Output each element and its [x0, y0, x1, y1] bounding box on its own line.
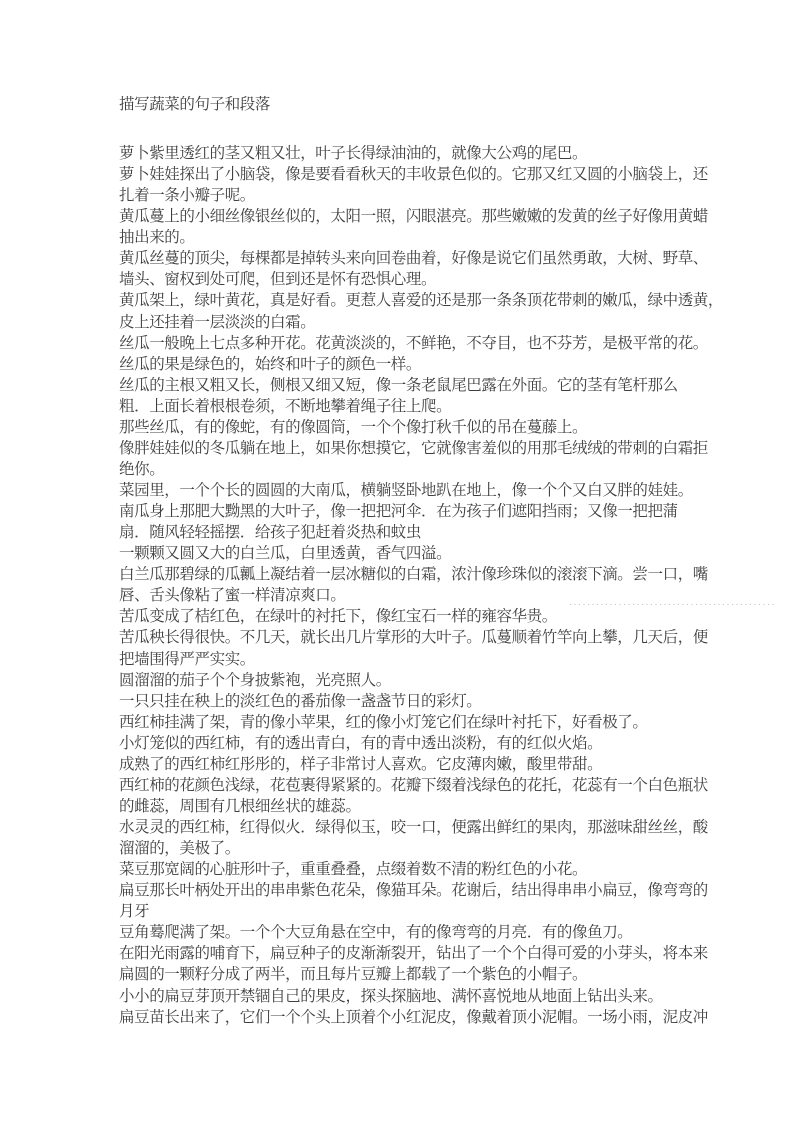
text-line: 萝卜紫里透红的茎又粗又壮，叶子长得绿油油的，就像大公鸡的尾巴。 — [119, 145, 588, 162]
text-line: 苦瓜秧长得很快。不几天，就长出几片掌形的大叶子。瓜蔓顺着竹竿向上攀，几天后，便 — [119, 629, 708, 647]
text-line: 溜溜的，美极了。 — [119, 840, 240, 858]
text-line: 粗．上面长着根根卷须，不断地攀着绳子往上爬。 — [119, 397, 452, 415]
text-line: 那些丝瓜，有的像蛇，有的像圆筒，一个个像打秋千似的吊在蔓藤上。 — [119, 418, 588, 436]
text-line: 月牙 — [119, 903, 150, 921]
text-line: 豆角蓦爬满了架。一个个大豆角悬在空中，有的像弯弯的月亮．有的像鱼刀。 — [119, 924, 633, 942]
text-line: 墙头、窗权到处可爬，但到还是怀有恐惧心理。 — [119, 271, 437, 289]
text-line: 像胖娃娃似的冬瓜躺在地上，如果你想摸它，它就像害羞似的用那毛绒绒的带刺的白霜拒 — [119, 439, 708, 457]
text-line: 小小的扁豆芽顶开禁锢自己的果皮，探头探脑地、满怀喜悦地从地面上钻出头来。 — [119, 987, 663, 1005]
text-line: 西红柿的花颜色浅绿，花苞裹得紧紧的。花瓣下缀着浅绿色的花托，花蕊有一个白色瓶状 — [119, 776, 708, 794]
text-line: 圆溜溜的茄子个个身披紫袍，光亮照人。 — [119, 671, 391, 689]
text-line: 扁圆的一颗籽分成了两半，而且每片豆瓣上都载了一个紫色的小帽子。 — [119, 966, 588, 984]
text-line: 苦瓜变成了桔红色，在绿叶的衬托下，像红宝石一样的雍容华贵。 — [119, 608, 557, 626]
text-line: 菜园里，一个个长的圆圆的大南瓜，横躺竖卧地趴在地上，像一个个又白又胖的娃娃。 — [119, 482, 693, 499]
text-line: 皮上还挂着一层淡淡的白霜。 — [119, 313, 316, 331]
text-line: 萝卜娃娃探出了小脑袋，像是要看看秋天的丰收景色似的。它那又红又圆的小脑袋上，还 — [119, 166, 708, 184]
text-line: 一颗颗又圆又大的白兰瓜，白里透黄，香气四溢。 — [119, 545, 452, 563]
document-title: 描写蔬菜的句子和段落 — [119, 96, 271, 113]
text-line: 黄瓜架上，绿叶黄花，真是好看。更惹人喜爱的还是那一条条顶花带刺的嫩瓜，绿中透黄， — [119, 292, 724, 310]
text-line: 抽出来的。 — [119, 229, 195, 247]
text-line: 扁豆苗长出来了，它们一个个头上顶着个小红泥皮，像戴着顶小泥帽。一场小雨，泥皮冲 — [119, 1008, 708, 1026]
scan-artifact-dotted-line — [570, 604, 775, 605]
document-body — [119, 143, 729, 1028]
text-line: 一只只挂在秧上的淡红色的番茄像一盏盏节日的彩灯。 — [119, 692, 482, 710]
text-line: 菜豆那宽阔的心脏形叶子，重重叠叠，点缀着数不清的粉红色的小花。 — [119, 861, 588, 879]
text-line: 白兰瓜那碧绿的瓜瓤上凝结着一层冰糖似的白霜，浓汁像珍珠似的滚滚下滴。尝一口，嘴 — [119, 566, 708, 584]
text-line: 丝瓜的主根又粗又长，侧根又细又短，像一条老鼠尾巴露在外面。它的茎有笔杆那么 — [119, 376, 678, 394]
text-line: 扇．随风轻轻摇摆．给孩子犯赶着炎热和蚊虫 — [119, 524, 422, 542]
text-line: 黄瓜丝蔓的顶尖，每棵都是掉转头来向回卷曲着，好像是说它们虽然勇敢，大树、野草、 — [119, 250, 708, 268]
text-line: 扁豆那长叶柄处开出的串串紫色花朵，像猫耳朵。花谢后，结出得串串小扁豆，像弯弯的 — [119, 882, 708, 900]
text-line: 黄瓜蔓上的小细丝像银丝似的，太阳一照，闪眼湛亮。那些嫩嫩的发黄的丝子好像用黄蜡 — [119, 208, 708, 226]
text-line: 扎着一条小瓣子呢。 — [119, 187, 255, 205]
text-line: 小灯笼似的西红柿，有的透出青白，有的青中透出淡粉，有的红似火焰。 — [119, 734, 603, 752]
text-line: 西红柿挂满了架，青的像小苹果，红的像小灯笼它们在绿叶衬托下，好看极了。 — [119, 713, 648, 731]
text-line: 把墙围得严严实实。 — [119, 650, 255, 668]
text-line: 成熟了的西红柿红彤彤的，样子非常讨人喜欢。它皮薄肉嫩，酸里带甜。 — [119, 755, 603, 773]
text-line: 唇、舌头像粘了蜜一样清凉爽口。 — [119, 587, 346, 605]
text-line: 在阳光雨露的哺育下，扁豆种子的皮渐渐裂开，钻出了一个个白得可爱的小芽头，将本来 — [119, 945, 708, 963]
text-line: 的雌蕊，周围有几根细丝状的雄蕊。 — [119, 797, 361, 815]
text-line: 丝瓜一般晚上七点多种开花。花黄淡淡的，不鲜艳，不夺目，也不芬芳，是极平常的花。 — [119, 334, 708, 352]
text-line: 水灵灵的西红柿，红得似火．绿得似玉，咬一口，便露出鲜红的果肉，那滋味甜丝丝，酸 — [119, 819, 708, 836]
text-line: 绝你。 — [119, 460, 165, 478]
text-line: 丝瓜的果是绿色的，始终和叶子的颜色一样。 — [119, 355, 422, 373]
text-line: 南瓜身上那肥大黝黑的大叶子，像一把把河伞．在为孩子们遮阳挡雨；又像一把把蒲 — [119, 503, 678, 521]
